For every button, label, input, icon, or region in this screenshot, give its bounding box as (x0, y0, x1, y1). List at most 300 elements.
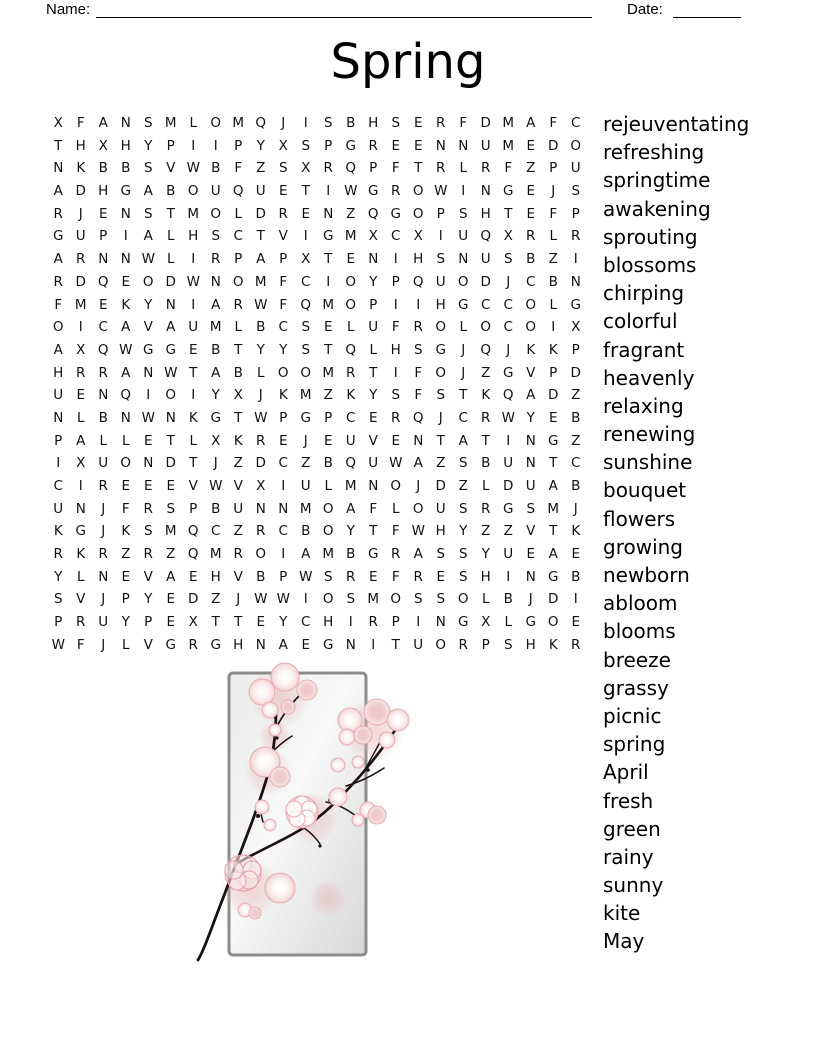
grid-letter: P (234, 137, 243, 154)
grid-letter: U (570, 160, 581, 177)
grid-letter: A (458, 432, 468, 449)
grid-letter: U (75, 228, 86, 245)
grid-letter: J (213, 455, 218, 472)
grid-letter: Q (97, 341, 109, 358)
grid-letter: C (526, 273, 536, 290)
grid-letter: G (570, 296, 581, 313)
grid-row (47, 316, 587, 339)
grid-letter: W (344, 183, 358, 200)
grid-letter: E (571, 614, 581, 631)
grid-letter: I (303, 591, 308, 608)
grid-letter: P (571, 341, 580, 358)
grid-letter: Z (503, 523, 513, 540)
grid-letter: X (211, 432, 221, 449)
grid-letter: O (480, 319, 492, 336)
word-list-item: picnic (603, 703, 662, 728)
grid-letter: A (143, 183, 153, 200)
grid-letter: E (301, 636, 311, 653)
grid-letter: B (211, 341, 221, 358)
grid-letter: N (75, 500, 86, 517)
grid-letter: E (188, 568, 198, 585)
grid-letter: B (571, 568, 581, 585)
grid-letter: U (53, 387, 64, 404)
grid-letter: L (189, 432, 198, 449)
grid-letter: N (345, 636, 356, 653)
grid-letter: R (413, 568, 423, 585)
grid-letter: I (326, 183, 331, 200)
grid-letter: X (301, 160, 311, 177)
grid-row (47, 520, 587, 543)
grid-letter: M (187, 205, 200, 222)
grid-letter: S (391, 115, 401, 131)
word-list-item: chirping (603, 281, 685, 306)
grid-letter: Y (346, 523, 355, 540)
grid-letter: K (76, 160, 86, 177)
name-fill-line (96, 0, 592, 18)
grid-letter: O (277, 364, 289, 381)
grid-letter: K (233, 432, 243, 449)
grid-letter: G (435, 341, 446, 358)
grid-letter: H (480, 205, 491, 222)
grid-letter: G (75, 523, 86, 540)
grid-letter: A (53, 183, 63, 200)
grid-letter: L (549, 228, 558, 245)
grid-letter: M (254, 273, 267, 290)
grid-letter: J (101, 523, 106, 540)
grid-letter: S (458, 205, 468, 222)
grid-letter: I (56, 455, 61, 472)
grid-letter: T (166, 432, 175, 449)
grid-letter: L (256, 364, 265, 381)
grid-letter: O (435, 636, 447, 653)
word-list-item: May (603, 929, 645, 954)
grid-letter: B (548, 273, 558, 290)
grid-letter: D (570, 364, 581, 381)
grid-letter: H (323, 614, 334, 631)
grid-letter: P (279, 251, 288, 268)
grid-row (47, 203, 587, 226)
grid-letter: G (323, 228, 334, 245)
grid-letter: Y (481, 546, 490, 563)
grid-letter: S (301, 137, 311, 154)
grid-letter: V (143, 636, 153, 653)
grid-letter: R (346, 568, 356, 585)
grid-row (47, 248, 587, 271)
word-list-item: awakening (603, 196, 711, 221)
grid-letter: S (346, 591, 356, 608)
grid-letter: E (571, 546, 581, 563)
grid-letter: N (120, 115, 131, 131)
grid-letter: R (391, 409, 401, 426)
grid-letter: Y (121, 614, 130, 631)
grid-letter: N (98, 251, 109, 268)
grid-letter: I (393, 251, 398, 268)
grid-letter: J (528, 591, 533, 608)
grid-letter: N (323, 205, 334, 222)
grid-letter: K (526, 341, 536, 358)
grid-letter: V (278, 228, 288, 245)
grid-letter: Y (369, 273, 378, 290)
grid-letter: K (548, 636, 558, 653)
grid-letter: Q (97, 273, 109, 290)
grid-letter: T (54, 137, 63, 154)
grid-letter: F (391, 523, 400, 540)
grid-letter: J (551, 183, 556, 200)
grid-letter: T (301, 183, 310, 200)
grid-letter: X (503, 228, 513, 245)
grid-letter: W (186, 273, 200, 290)
grid-letter: O (412, 205, 424, 222)
grid-letter: O (570, 137, 582, 154)
grid-letter: W (186, 160, 200, 177)
grid-letter: F (391, 319, 400, 336)
grid-letter: B (98, 160, 108, 177)
grid-letter: R (76, 364, 86, 381)
grid-letter: U (503, 546, 514, 563)
grid-letter: H (75, 137, 86, 154)
grid-letter: Y (144, 296, 153, 313)
grid-letter: A (143, 228, 153, 245)
grid-letter: M (322, 296, 335, 313)
grid-letter: E (391, 137, 401, 154)
grid-letter: T (414, 160, 423, 177)
grid-letter: C (301, 273, 311, 290)
grid-letter: U (480, 251, 491, 268)
grid-letter: Q (502, 387, 514, 404)
grid-letter: Q (345, 160, 357, 177)
grid-letter: O (300, 364, 312, 381)
grid-letter: F (369, 500, 378, 517)
grid-letter: I (416, 296, 421, 313)
grid-letter: I (213, 137, 218, 154)
grid-letter: S (436, 591, 446, 608)
grid-letter: O (457, 273, 469, 290)
grid-letter: S (166, 500, 176, 517)
grid-letter: O (52, 319, 64, 336)
grid-letter: S (436, 251, 446, 268)
grid-letter: A (548, 546, 558, 563)
grid-letter: A (278, 636, 288, 653)
grid-row (47, 498, 587, 521)
grid-letter: R (76, 614, 86, 631)
grid-letter: H (525, 636, 536, 653)
grid-letter: W (276, 591, 290, 608)
grid-letter: H (53, 364, 64, 381)
grid-letter: Q (120, 387, 132, 404)
grid-letter: R (53, 205, 63, 222)
grid-letter: A (526, 387, 536, 404)
grid-letter: E (188, 341, 198, 358)
grid-letter: I (78, 478, 83, 494)
grid-letter: P (54, 432, 63, 449)
grid-letter: S (413, 591, 423, 608)
word-list-item: renewing (603, 422, 696, 447)
grid-letter: V (143, 568, 153, 585)
grid-letter: D (480, 273, 491, 290)
grid-letter: O (322, 523, 334, 540)
grid-letter: L (459, 160, 468, 177)
grid-letter: O (187, 183, 199, 200)
grid-letter: J (461, 364, 466, 381)
grid-letter: M (367, 591, 380, 608)
grid-letter: P (549, 160, 558, 177)
grid-letter: O (165, 387, 177, 404)
grid-letter: T (189, 364, 198, 381)
grid-letter: R (76, 251, 86, 268)
grid-letter: L (481, 591, 490, 608)
grid-letter: R (256, 432, 266, 449)
word-list-item: sunshine (603, 450, 693, 475)
grid-letter: G (143, 341, 154, 358)
grid-letter: F (279, 273, 288, 290)
grid-letter: O (345, 296, 357, 313)
grid-letter: P (369, 296, 378, 313)
grid-letter: C (571, 455, 581, 472)
grid-letter: W (141, 251, 155, 268)
grid-letter: K (548, 341, 558, 358)
grid-letter: T (436, 432, 445, 449)
grid-letter: X (413, 228, 423, 245)
grid-letter: O (525, 319, 537, 336)
grid-letter: O (457, 591, 469, 608)
grid-letter: Y (256, 137, 265, 154)
grid-letter: C (346, 409, 356, 426)
grid-letter: I (303, 228, 308, 245)
grid-letter: I (191, 137, 196, 154)
grid-letter: S (278, 160, 288, 177)
grid-letter: T (324, 341, 333, 358)
grid-letter: B (166, 183, 176, 200)
grid-letter: S (413, 341, 423, 358)
grid-letter: H (120, 137, 131, 154)
grid-letter: N (525, 568, 536, 585)
grid-letter: Q (345, 341, 357, 358)
grid-letter: G (458, 614, 469, 631)
grid-letter: R (413, 319, 423, 336)
grid-letter: J (506, 273, 511, 290)
grid-letter: W (164, 364, 178, 381)
grid-letter: M (74, 296, 87, 313)
grid-letter: F (54, 296, 63, 313)
grid-letter: H (368, 115, 379, 131)
grid-letter: N (143, 364, 154, 381)
grid-letter: B (233, 364, 243, 381)
grid-letter: S (143, 205, 153, 222)
grid-letter: V (233, 478, 243, 494)
grid-letter: X (278, 137, 288, 154)
word-list-item: breeze (603, 647, 671, 672)
grid-letter: T (504, 205, 513, 222)
grid-letter: H (188, 228, 199, 245)
grid-letter: G (323, 636, 334, 653)
grid-letter: G (503, 500, 514, 517)
grid-letter: Q (255, 115, 267, 131)
grid-letter: G (165, 341, 176, 358)
grid-letter: I (461, 183, 466, 200)
grid-letter: U (368, 319, 379, 336)
grid-letter: W (299, 568, 313, 585)
grid-letter: B (526, 251, 536, 268)
grid-letter: N (255, 636, 266, 653)
grid-row (47, 180, 587, 203)
grid-letter: S (301, 319, 311, 336)
word-list (603, 110, 749, 956)
grid-letter: Q (412, 409, 424, 426)
grid-letter: Y (279, 614, 288, 631)
grid-row (47, 407, 587, 430)
grid-letter: J (101, 500, 106, 517)
grid-row (47, 225, 587, 248)
grid-letter: O (210, 115, 222, 131)
grid-letter: B (571, 409, 581, 426)
word-list-item: grassy (603, 675, 669, 700)
grid-letter: O (525, 296, 537, 313)
grid-letter: F (549, 115, 558, 131)
grid-letter: N (210, 273, 221, 290)
grid-letter: Y (459, 523, 468, 540)
grid-letter: P (279, 409, 288, 426)
grid-row (47, 157, 587, 180)
grid-letter: M (344, 478, 357, 494)
grid-letter: X (481, 614, 491, 631)
name-label: Name: (46, 1, 91, 18)
grid-letter: A (98, 115, 108, 131)
grid-letter: O (232, 273, 244, 290)
grid-letter: N (278, 500, 289, 517)
grid-letter: N (165, 409, 176, 426)
grid-row (47, 452, 587, 475)
grid-letter: E (436, 568, 446, 585)
grid-letter: S (436, 387, 446, 404)
grid-letter: V (143, 319, 153, 336)
grid-letter: B (346, 115, 356, 131)
grid-letter: Q (232, 183, 244, 200)
grid-letter: F (234, 160, 243, 177)
grid-letter: L (189, 115, 198, 131)
grid-letter: M (322, 546, 335, 563)
grid-letter: P (279, 568, 288, 585)
grid-letter: U (435, 273, 446, 290)
grid-letter: P (436, 205, 445, 222)
grid-letter: P (369, 160, 378, 177)
word-list-item: springtime (603, 168, 711, 193)
grid-letter: Z (481, 364, 491, 381)
grid-letter: F (76, 636, 85, 653)
grid-letter: E (143, 432, 153, 449)
grid-letter: A (53, 251, 63, 268)
grid-letter: B (323, 455, 333, 472)
grid-letter: L (121, 636, 130, 653)
grid-letter: S (458, 500, 468, 517)
grid-letter: E (368, 568, 378, 585)
grid-letter: B (211, 160, 221, 177)
grid-letter: G (165, 636, 176, 653)
grid-letter: R (188, 636, 198, 653)
grid-letter: P (391, 273, 400, 290)
grid-letter: U (480, 137, 491, 154)
grid-letter: G (210, 409, 221, 426)
word-list-item: sprouting (603, 224, 698, 249)
grid-letter: U (300, 478, 311, 494)
grid-letter: U (233, 500, 244, 517)
grid-letter: J (101, 636, 106, 653)
grid-letter: H (233, 636, 244, 653)
grid-letter: E (278, 432, 288, 449)
grid-letter: B (481, 455, 491, 472)
grid-letter: N (368, 251, 379, 268)
grid-letter: G (368, 546, 379, 563)
grid-letter: U (188, 319, 199, 336)
grid-letter: O (547, 614, 559, 631)
grid-letter: W (51, 636, 65, 653)
grid-letter: U (98, 455, 109, 472)
grid-letter: T (369, 364, 378, 381)
grid-letter: N (98, 568, 109, 585)
grid-letter: E (98, 296, 108, 313)
grid-letter: A (256, 251, 266, 268)
word-list-item: flowers (603, 506, 676, 531)
grid-letter: A (121, 364, 131, 381)
grid-letter: A (211, 296, 221, 313)
grid-letter: Z (233, 455, 243, 472)
grid-letter: K (188, 409, 198, 426)
grid-letter: O (390, 478, 402, 494)
grid-letter: A (548, 478, 558, 494)
word-list-item: refreshing (603, 140, 705, 165)
grid-letter: X (301, 251, 311, 268)
grid-row (47, 362, 587, 385)
grid-letter: L (481, 478, 490, 494)
grid-letter: U (413, 636, 424, 653)
grid-letter: S (323, 115, 333, 131)
grid-letter: B (256, 568, 266, 585)
grid-letter: S (301, 341, 311, 358)
grid-letter: Y (526, 409, 535, 426)
grid-letter: G (503, 183, 514, 200)
grid-row (47, 294, 587, 317)
grid-letter: J (281, 115, 286, 131)
grid-letter: Z (301, 455, 311, 472)
grid-letter: H (98, 183, 109, 200)
grid-letter: N (255, 500, 266, 517)
grid-letter: O (435, 364, 447, 381)
grid-letter: Z (121, 546, 131, 563)
grid-letter: R (98, 364, 108, 381)
grid-letter: L (121, 432, 130, 449)
grid-letter: I (506, 568, 511, 585)
grid-letter: C (278, 319, 288, 336)
grid-letter: N (458, 137, 469, 154)
grid-letter: C (233, 228, 243, 245)
grid-letter: N (120, 251, 131, 268)
grid-letter: I (393, 296, 398, 313)
grid-letter: P (144, 614, 153, 631)
grid-letter: R (233, 296, 243, 313)
grid-letter: B (98, 409, 108, 426)
grid-letter: Y (54, 568, 63, 585)
grid-letter: Z (211, 591, 221, 608)
word-list-item: sunny (603, 873, 664, 898)
grid-letter: G (390, 205, 401, 222)
grid-letter: I (281, 546, 286, 563)
grid-letter: G (525, 614, 536, 631)
cherry-blossom-illustration (180, 650, 430, 980)
grid-letter: M (322, 364, 335, 381)
grid-letter: M (209, 546, 222, 563)
grid-letter: D (255, 205, 266, 222)
grid-letter: R (143, 500, 153, 517)
grid-letter: Q (480, 341, 492, 358)
